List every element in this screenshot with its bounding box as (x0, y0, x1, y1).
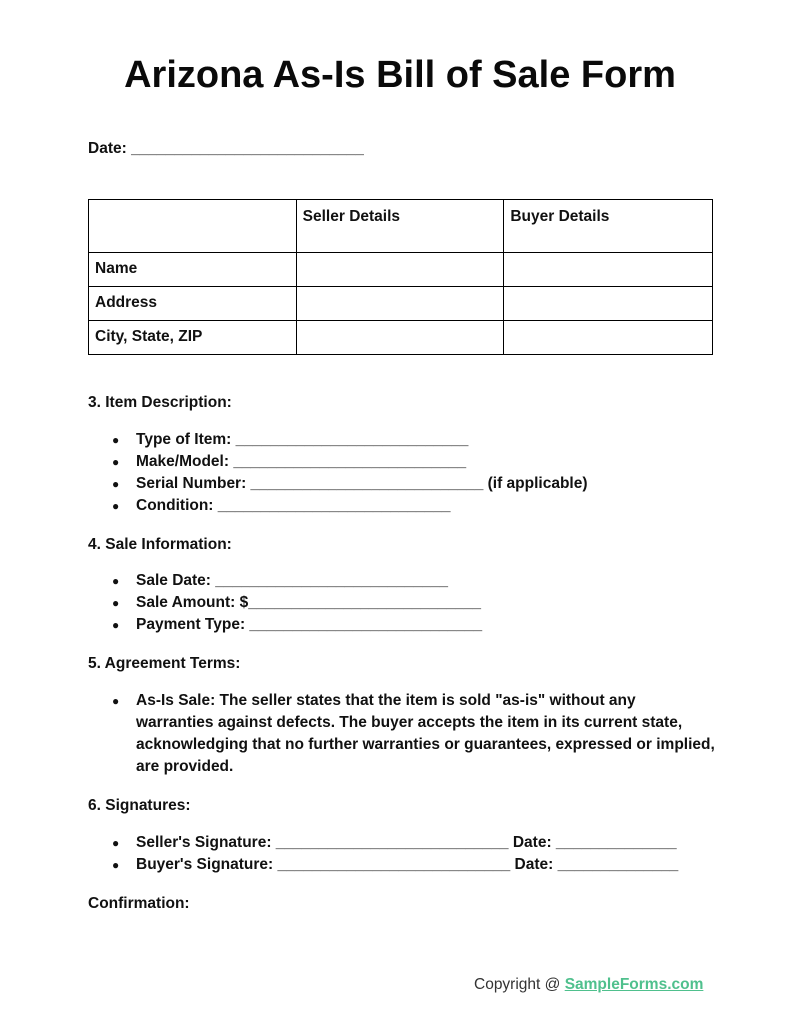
bullet-icon: ● (112, 858, 120, 872)
condition-field[interactable]: Condition: ___________________________ (136, 497, 451, 514)
bullet-icon: ● (112, 499, 120, 513)
list-item (112, 495, 588, 517)
bullet-icon: ● (112, 433, 120, 447)
copyright-notice (474, 976, 703, 994)
party-details-table (88, 199, 713, 355)
sale-information-heading: 4. Sale Information: (88, 536, 232, 553)
list-item (112, 614, 482, 636)
signatures-list (112, 832, 678, 876)
page-title: Arizona As-Is Bill of Sale Form (124, 54, 676, 96)
bullet-icon: ● (112, 694, 120, 708)
sale-date-field[interactable]: Sale Date: ___________________________ (136, 572, 449, 589)
list-item (112, 473, 588, 495)
bullet-icon: ● (112, 596, 120, 610)
list-item (112, 690, 716, 778)
brand-link[interactable]: SampleForms.com (564, 976, 704, 993)
buyer-signature-field[interactable]: Buyer's Signature: ___________________________ Date: ______________ (136, 856, 679, 873)
make-model-field[interactable]: Make/Model: ___________________________ (136, 453, 467, 470)
bullet-icon: ● (112, 836, 120, 850)
date-line: Date: ___________________________ (88, 140, 364, 157)
sale-information-list (112, 570, 482, 636)
table-row (89, 287, 713, 321)
bullet-icon: ● (112, 477, 120, 491)
agreement-terms-heading: 5. Agreement Terms: (88, 655, 241, 672)
sale-amount-field[interactable]: Sale Amount: $___________________________ (136, 594, 481, 611)
list-item (112, 592, 482, 614)
seller-name-cell[interactable] (296, 253, 504, 287)
copyright-prefix: Copyright @ (474, 976, 565, 993)
list-item (112, 832, 678, 854)
row-label-address: Address (89, 287, 297, 321)
seller-signature-field[interactable]: Seller's Signature: ___________________________ Date: ______________ (136, 834, 677, 851)
serial-number-field[interactable]: Serial Number: ___________________________ (if applicable) (136, 475, 588, 492)
row-label-name: Name (89, 253, 297, 287)
payment-type-field[interactable]: Payment Type: ___________________________ (136, 616, 483, 633)
item-description-list (112, 429, 588, 517)
list-item (112, 570, 482, 592)
table-header-cell (89, 200, 297, 253)
buyer-city-cell[interactable] (504, 321, 713, 355)
confirmation-heading: Confirmation: (88, 895, 190, 912)
list-item (112, 429, 588, 451)
row-label-city-state-zip: City, State, ZIP (89, 321, 297, 355)
item-description-heading: 3. Item Description: (88, 394, 232, 411)
table-header-buyer: Buyer Details (504, 200, 713, 253)
buyer-name-cell[interactable] (504, 253, 713, 287)
list-item (112, 854, 678, 876)
signatures-heading: 6. Signatures: (88, 797, 191, 814)
as-is-sale-clause: As-Is Sale: The seller states that the item is sold "as-is" without any warranties against defects. The buyer accepts the item in its current state, acknowledging that no further warranties or guarantees, expressed or implied, are provided. (136, 692, 715, 775)
table-header-row (89, 200, 713, 253)
list-item (112, 451, 588, 473)
bullet-icon: ● (112, 618, 120, 632)
seller-address-cell[interactable] (296, 287, 504, 321)
type-of-item-field[interactable]: Type of Item: ___________________________ (136, 431, 469, 448)
table-row (89, 253, 713, 287)
buyer-address-cell[interactable] (504, 287, 713, 321)
agreement-terms-list (112, 690, 716, 778)
seller-city-cell[interactable] (296, 321, 504, 355)
table-header-seller: Seller Details (296, 200, 504, 253)
table-row (89, 321, 713, 355)
bullet-icon: ● (112, 455, 120, 469)
bullet-icon: ● (112, 574, 120, 588)
